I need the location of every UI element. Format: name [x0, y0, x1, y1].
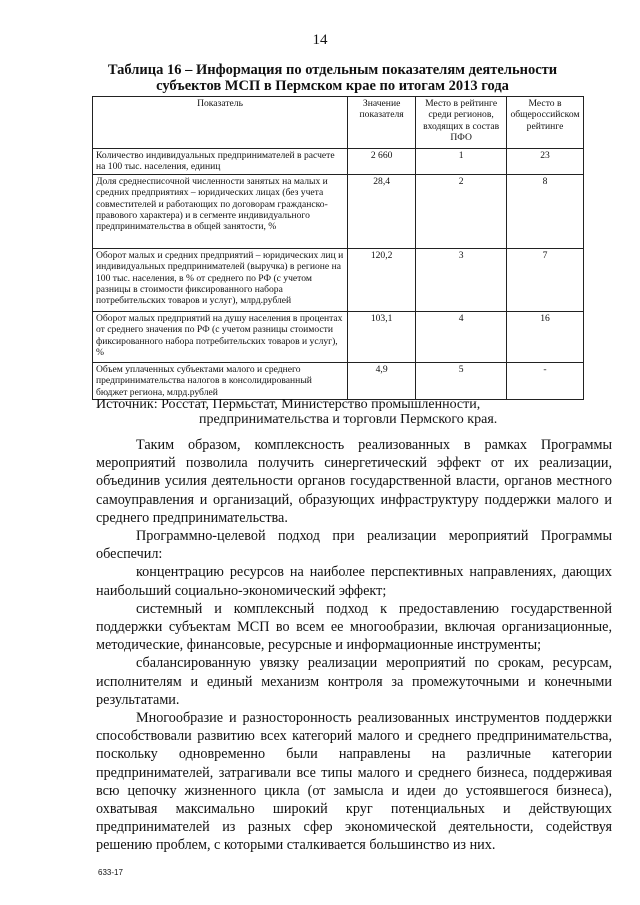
table-header-row	[93, 97, 584, 149]
row-value: 120,2	[348, 248, 416, 311]
body-text	[96, 436, 612, 855]
row-label: Количество индивидуальных предпринимателей в расчете на 100 тыс. населения, единиц	[93, 149, 348, 175]
row-label: Доля среднесписочной численности занятых на малых и средних предприятиях – юридических лицах (без учета совместителей и работающих по договорам гражданско-правового характера) и в сегменте индивидуального предпринимательства в общей занятости, %	[93, 174, 348, 248]
table-row	[93, 248, 584, 311]
row-value: 2 660	[348, 149, 416, 175]
row-russia-rank: 8	[507, 174, 584, 248]
row-value: 103,1	[348, 311, 416, 362]
header-value: Значение показателя	[348, 97, 416, 149]
header-russia-rank: Место в общероссийском рейтинге	[507, 97, 584, 149]
row-label: Оборот малых предприятий на душу населения в процентах от среднего значения по РФ (с учетом разницы стоимости фиксированного набора потребительских товаров и услуг), %	[93, 311, 348, 362]
page-number: 14	[312, 32, 328, 48]
source-note	[96, 397, 556, 427]
paragraph: системный и комплексный подход к предоставлению государственной поддержки субъектам МСП во всем ее многообразии, включая организационные, методические, финансовые, ресурсные и информационные инструменты;	[96, 600, 612, 654]
row-pfo-rank: 3	[416, 248, 507, 311]
row-russia-rank: 16	[507, 311, 584, 362]
row-pfo-rank: 5	[416, 362, 507, 399]
table-caption	[95, 62, 570, 94]
paragraph: концентрацию ресурсов на наиболее перспективных направлениях, дающих наибольший социально-экономический эффект;	[96, 564, 612, 599]
paragraph: Таким образом, комплексность реализованных в рамках Программы мероприятий позволила получить синергетический эффект от их реализации, объединив усилия деятельности органов государственной власти, органов местного самоуправления и организаций, образующих инфраструктуру поддержки малого и среднего предпринимательства.	[96, 437, 612, 526]
paragraph: Программно-целевой подход при реализации мероприятий Программы обеспечил:	[96, 528, 612, 563]
table-row	[93, 311, 584, 362]
row-russia-rank: -	[507, 362, 584, 399]
row-pfo-rank: 4	[416, 311, 507, 362]
table-row	[93, 362, 584, 399]
source-line-2: предпринимательства и торговли Пермского края.	[199, 412, 498, 427]
caption-line-2: субъектов МСП в Пермском крае по итогам 2013 года	[156, 78, 509, 94]
row-russia-rank: 23	[507, 149, 584, 175]
indicators-table	[92, 96, 584, 400]
table-row	[93, 149, 584, 175]
caption-line-1: Таблица 16 – Информация по отдельным показателям деятельности	[107, 62, 558, 78]
paragraph: Многообразие и разносторонность реализованных инструментов поддержки способствовали развитию всех категорий малого и среднего предпринимательства, поскольку одновременно были направлены на различные категории предпринимателей, затрагивали все типы малого и среднего бизнеса, поддерживая всю цепочку жизненного цикла (от замысла и идеи до устоявшегося бизнеса), охватывая максимально широкий круг потенциальных и действующих предпринимателей из разных сфер экономической деятельности, содействуя решению проблем, с которыми сталкивается большинство из них.	[96, 710, 612, 854]
source-line-1: Источник: Росстат, Пермьстат, Министерство промышленности,	[96, 397, 481, 412]
row-russia-rank: 7	[507, 248, 584, 311]
paragraph: сбалансированную увязку реализации мероприятий по срокам, ресурсам, исполнителям и единый механизм контроля за промежуточными и конечными результатами.	[96, 655, 612, 708]
header-indicator: Показатель	[93, 97, 348, 149]
row-value: 4,9	[348, 362, 416, 399]
row-value: 28,4	[348, 174, 416, 248]
header-pfo-rank: Место в рейтинге среди регионов, входящих в состав ПФО	[416, 97, 507, 149]
row-label: Объем уплаченных субъектами малого и среднего предпринимательства налогов в консолидированный бюджет региона, млрд.рублей	[93, 362, 348, 399]
row-label: Оборот малых и средних предприятий – юридических лиц и индивидуальных предпринимателей (выручка) в регионе на 100 тыс. населения, в % от среднего по РФ (с учетом разницы в стоимости фиксированного набора потребительских товаров и услуг), млрд.рублей	[93, 248, 348, 311]
table-row	[93, 174, 584, 248]
footer-code: 633-17	[98, 868, 123, 877]
row-pfo-rank: 1	[416, 149, 507, 175]
row-pfo-rank: 2	[416, 174, 507, 248]
